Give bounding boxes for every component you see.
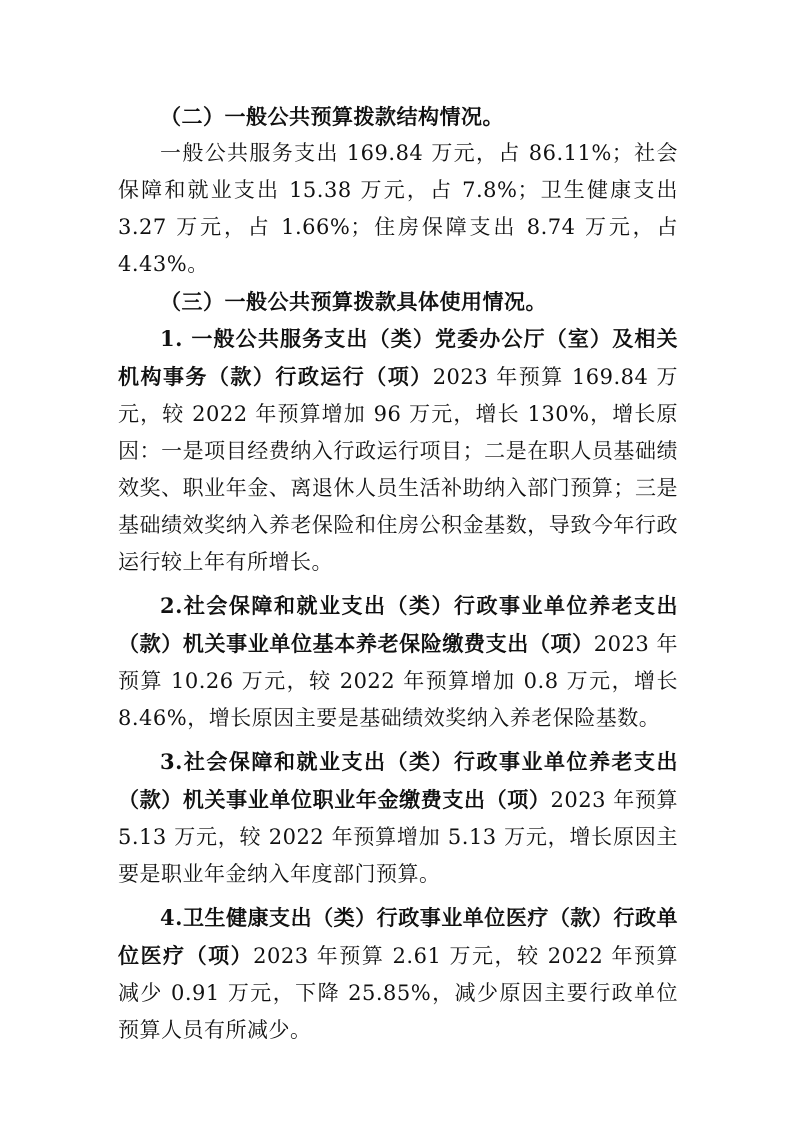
item-text-1: 2023 年预算 169.84 万元，较 2022 年预算增加 96 万元，增长 130%，增长原因：一是项目经费纳入行政运行项目；二是在职人员基础绩效奖、职业年金、离退休人员生活补助纳入部门预算；三是基础绩效奖纳入养老保险和住房公积金基数，导致今年行政运行较上年有所增长。 (118, 365, 678, 574)
item-title-4: 4.卫生健康支出（类）行政事业单位医疗（款）行政单位医疗（项） (118, 905, 678, 968)
item-text-2: 2023 年预算 10.26 万元，较 2022 年预算增加 0.8 万元，增长 8.46%，增长原因主要是基础绩效奖纳入养老保险基数。 (118, 632, 678, 730)
item-paragraph-2 (118, 587, 678, 737)
item-title-2: 2.社会保障和就业支出（类）行政事业单位养老支出（款）机关事业单位基本养老保险缴费支出（项） (118, 593, 678, 656)
item-title-1: 1. 一般公共服务支出（类）党委办公厅（室）及相关机构事务（款）行政运行（项） (118, 326, 678, 389)
section-heading-3: （三）一般公共预算拨款具体使用情况。 (160, 289, 547, 314)
item-paragraph-1 (118, 320, 678, 581)
section-heading-2: （二）一般公共预算拨款结构情况。 (160, 104, 504, 129)
document-page (118, 98, 678, 1049)
item-paragraph-3 (118, 743, 678, 893)
item-paragraph-4 (118, 899, 678, 1049)
item-title-3: 3.社会保障和就业支出（类）行政事业单位养老支出（款）机关事业单位职业年金缴费支出（项） (118, 749, 678, 812)
section-paragraph-2: 一般公共服务支出 169.84 万元，占 86.11%；社会保障和就业支出 15.38 万元，占 7.8%；卫生健康支出 3.27 万元，占 1.66%；住房保障支出 8.74 万元，占 4.43%。 (118, 141, 678, 276)
item-text-4: 2023 年预算 2.61 万元，较 2022 年预算减少 0.91 万元，下降 25.85%，减少原因主要行政单位预算人员有所减少。 (118, 944, 678, 1042)
item-text-3: 2023 年预算 5.13 万元，较 2022 年预算增加 5.13 万元，增长原因主要是职业年金纳入年度部门预算。 (118, 788, 678, 886)
